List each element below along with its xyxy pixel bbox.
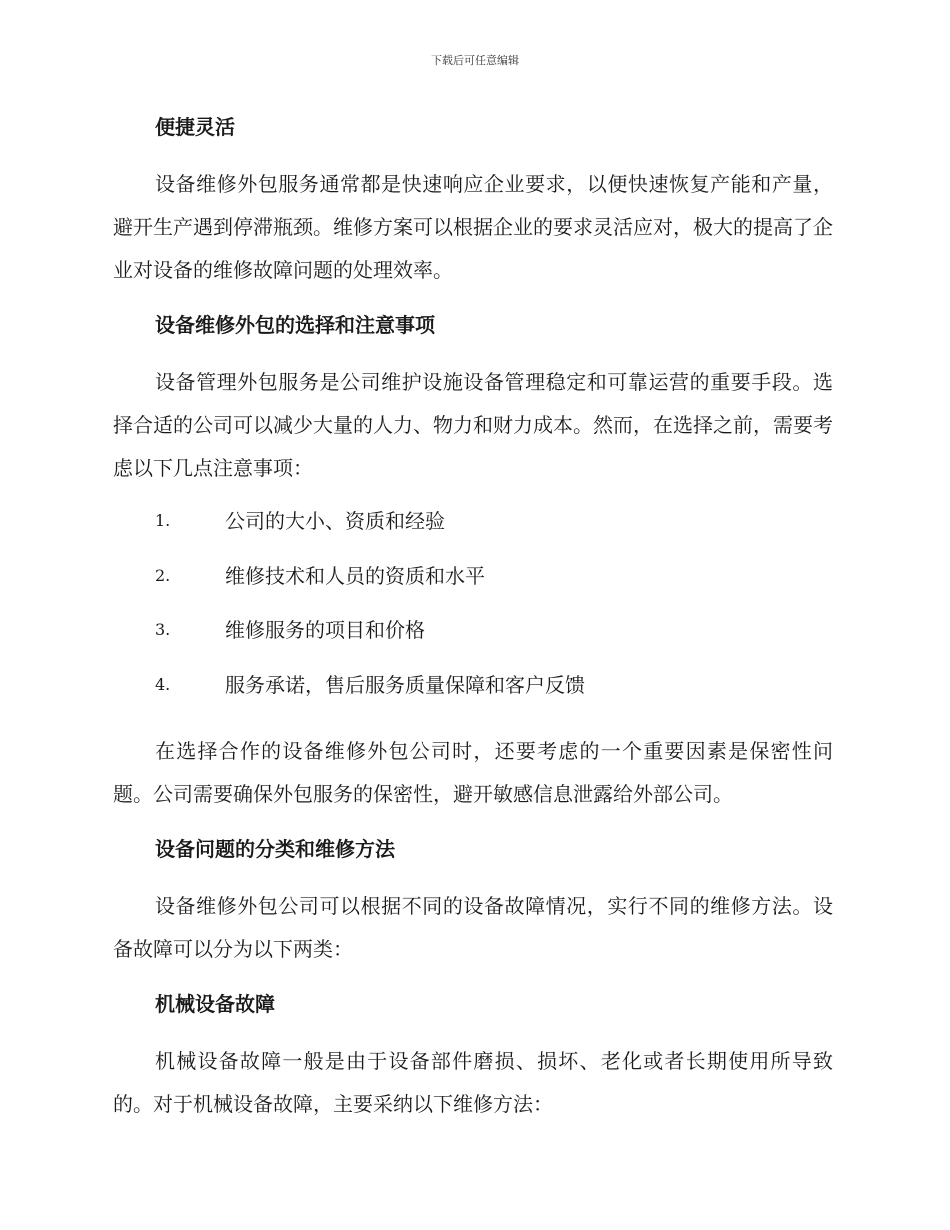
paragraph-classification: 设备维修外包公司可以根据不同的设备故障情况，实行不同的维修方法。设备故障可以分为以下两类： [113, 894, 833, 961]
section-heading-convenient: 便捷灵活 [155, 115, 235, 139]
list-item-number: 1. [155, 511, 171, 530]
list-item [113, 610, 833, 665]
section-heading-classification: 设备问题的分类和维修方法 [155, 837, 395, 861]
list-item [113, 501, 833, 556]
list-item [113, 556, 833, 611]
list-item-text: 公司的大小、资质和经验 [225, 509, 445, 533]
paragraph-mechanical: 机械设备故障一般是由于设备部件磨损、损坏、老化或者长期使用所导致的。对于机械设备故障，主要采纳以下维修方法： [113, 1049, 833, 1116]
list-item-text: 维修技术和人员的资质和水平 [225, 563, 485, 588]
paragraph-confidentiality: 在选择合作的设备维修外包公司时，还要考虑的一个重要因素是保密性问题。公司需要确保外包服务的保密性，避开敏感信息泄露给外部公司。 [113, 739, 833, 806]
list-item-number: 4. [155, 674, 171, 694]
list-item [113, 665, 833, 720]
paragraph-convenient: 设备维修外包服务通常都是快速响应企业要求，以便快速恢复产能和产量，避开生产遇到停滞瓶颈。维修方案可以根据企业的要求灵活应对，极大的提高了企业对设备的维修故障问题的处理效率。 [113, 172, 833, 282]
list-item-text: 服务承诺，售后服务质量保障和客户反馈 [225, 672, 585, 697]
section-heading-mechanical: 机械设备故障 [155, 992, 275, 1016]
section-heading-selection: 设备维修外包的选择和注意事项 [155, 313, 435, 337]
paragraph-selection: 设备管理外包服务是公司维护设施设备管理稳定和可靠运营的重要手段。选择合适的公司可以减少大量的人力、物力和财力成本。然而，在选择之前，需要考虑以下几点注意事项： [113, 370, 833, 480]
list-item-number: 2. [155, 565, 171, 585]
page-header: 下载后可任意编辑 [431, 54, 519, 67]
considerations-list [113, 501, 833, 719]
list-item-number: 3. [155, 620, 171, 639]
document-body [113, 108, 833, 1126]
list-item-text: 维修服务的项目和价格 [225, 618, 425, 642]
